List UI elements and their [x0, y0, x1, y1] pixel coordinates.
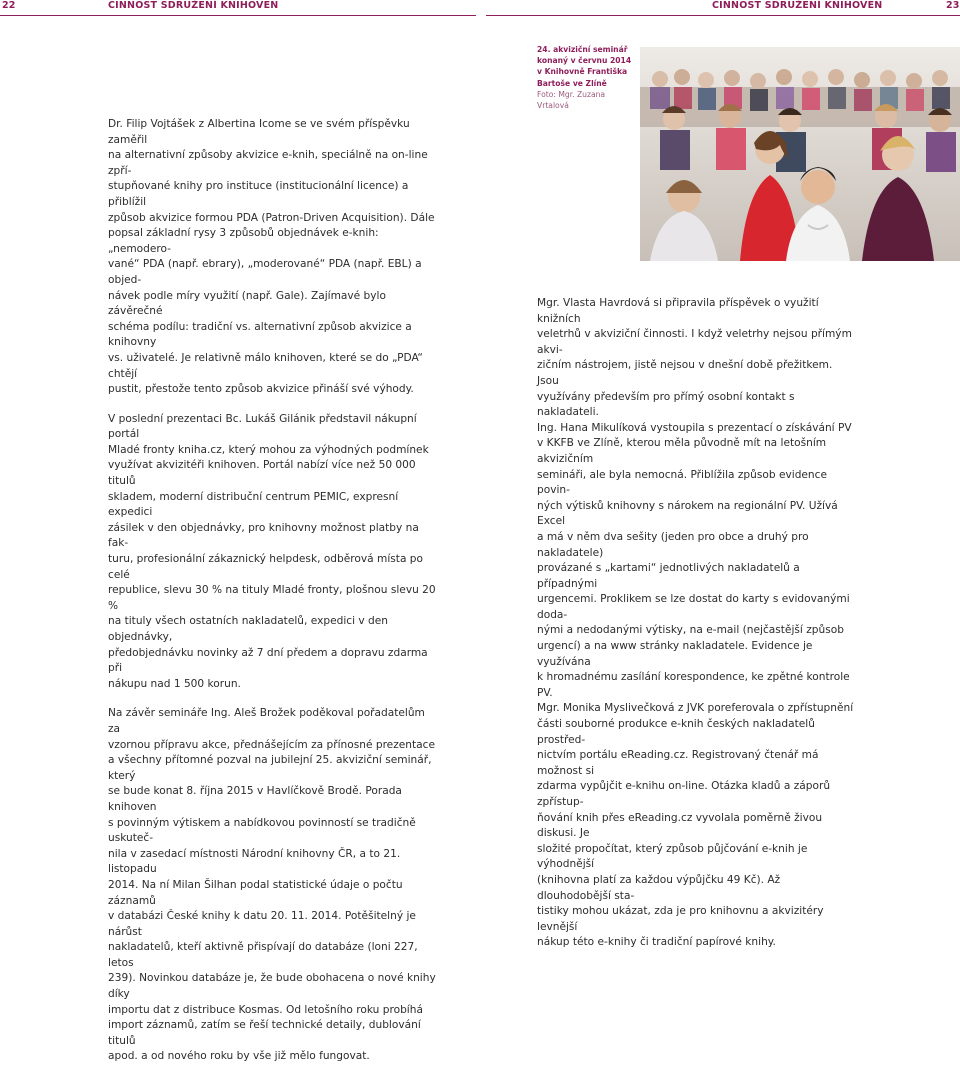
caption-title: 24. akviziční seminář konaný v červnu 2014 v Knihovně Františka Bartoše ve Zlíně — [537, 45, 632, 88]
caption-credit: Foto: Mgr. Zuzana Vrtalová — [537, 89, 606, 111]
left-page-number: 22 — [2, 0, 16, 11]
left-text-column — [108, 117, 438, 1065]
left-section-title: ČINNOST SDRUŽENÍ KNIHOVEN — [108, 0, 279, 11]
seminar-audience-photo — [640, 47, 960, 261]
paragraph-havrdova-mikulikova-mysliveckova: Mgr. Vlasta Havrdová si připravila příspěvek o využití knižních veletrhů v akviziční činnosti. I když veletrhy nejsou přímým akvi- zičním nástrojem, jistě nejsou v dnešní době přežitkem. Jsou využívány především pro přímý osobní kontakt s nakladateli. Ing. Hana Mikulíková vystoupila s prezentací o získávání PV v KKFB ve Zlíně, kterou měla původně mít na letošním akvizičním semináři, ale byla nemocná. Přiblížila způsob evidence povin- ných výtisků knihovny s nárokem na regionální PV. Užívá Excel a má v něm dva sešity (jeden pro obce a druhý pro nakladatele) provázané s „kartami“ jednotlivých nakladatelů a případnými urgencemi. Proklikem se lze dostat do karty s evidovanými doda- nými a nedodanými výtisky, na e-mail (nejčastější způsob urgencí) a na www stránky nakladatele. Evidence je využívána k hromadnému zasílání korespondence, ke zpětné kontrole PV. Mgr. Monika Myslivečková z JVK poreferovala o zpřístupnění části souborné produkce e-knih českých nakladatelů prostřed- nictvím portálu eReading.cz. Registrovaný čtenář má možnost si zdarma vypůjčit e-knihu on-line. Otázka kladů a záporů zpřístup- ňování knih přes eReading.cz vyvolala poměrně živou diskusi. Je složité propočítat, který způsob půjčování e-knih je výhodnější (knihovna platí za každou výpůjčku 49 Kč). Až dlouhodobější sta- tistiky mohou ukázat, zda je pro knihovnu a akvizitéry levnější nákup této e-knihy či tradiční papírové knihy. — [537, 297, 854, 949]
right-page-number: 23 — [946, 0, 960, 11]
right-text-column — [537, 296, 857, 951]
left-header-rule — [0, 15, 476, 16]
paragraph-gilanik: V poslední prezentaci Bc. Lukáš Gilánik představil nákupní portál Mladé fronty kniha.cz, který mohou za výhodných podmínek využívat akvizitéři knihoven. Portál nabízí více než 50 000 titulů skladem, moderní distribuční centrum PEMIC, expresní expedici zásilek v den objednávky, pro knihovny možnost platby na fak- turu, profesionální zákaznický helpdesk, odběrová místa po celé republice, slevu 30 % na tituly Mladé fronty, plošnou slevu 20 % na tituly všech ostatních nakladatelů, expedici v den objednávky, předobjednávku novinky až 7 dní předem a dopravu zdarma při nákupu nad 1 500 korun. — [108, 412, 436, 690]
paragraph-brozek: Na závěr semináře Ing. Aleš Brožek poděkoval pořadatelům za vzornou přípravu akce, přednášejícím za přínosné prezentace a všechny přítomné pozval na jubilejní 25. akviziční seminář, který se bude konat 8. října 2015 v Havlíčkově Brodě. Porada knihoven s povinným výtiskem a nabídkovou povinností se tradičně uskuteč- nila v zasedací místnosti Národní knihovny ČR, a to 21. listopadu 2014. Na ní Milan Šilhan podal statistické údaje o počtu záznamů v databázi České knihy k datu 20. 11. 2014. Potěšitelný je nárůst nakladatelů, kteří aktivně přispívají do databáze (loni 227, letos 239). Novinkou databáze je, že bude obohacena o nové knihy díky importu dat z distribuce Kosmas. Od letošního roku probíhá import záznamů, zatím se řeší technické detaily, dublování titulů apod. a od nového roku by vše již mělo fungovat. — [108, 707, 436, 1063]
right-section-title: ČINNOST SDRUŽENÍ KNIHOVEN — [712, 0, 883, 11]
audience-illustration — [640, 47, 960, 261]
paragraph-vojtasek: Dr. Filip Vojtášek z Albertina Icome se ve svém příspěvku zaměřil na alternativní způsoby akvizice e-knih, speciálně na on-line zpří- stupňované knihy pro instituce (institucionální licence) a přiblížil způsob akvizice formou PDA (Patron-Driven Acquisition). Dále popsal základní rysy 3 způsobů objednávek e-knih: „nemodero- vané“ PDA (např. ebrary), „moderované“ PDA (např. EBL) a objed- návek podle míry využití (např. Gale). Zajímavé bylo závěrečné schéma podílu: tradiční vs. alternativní způsob akvizice a knihovny vs. uživatelé. Je relativně málo knihoven, které se do „PDA“ chtějí pustit, přestože tento způsob akvizice přináší své výhody. — [108, 118, 435, 396]
right-header-rule — [486, 15, 960, 16]
photo-caption — [537, 44, 632, 111]
